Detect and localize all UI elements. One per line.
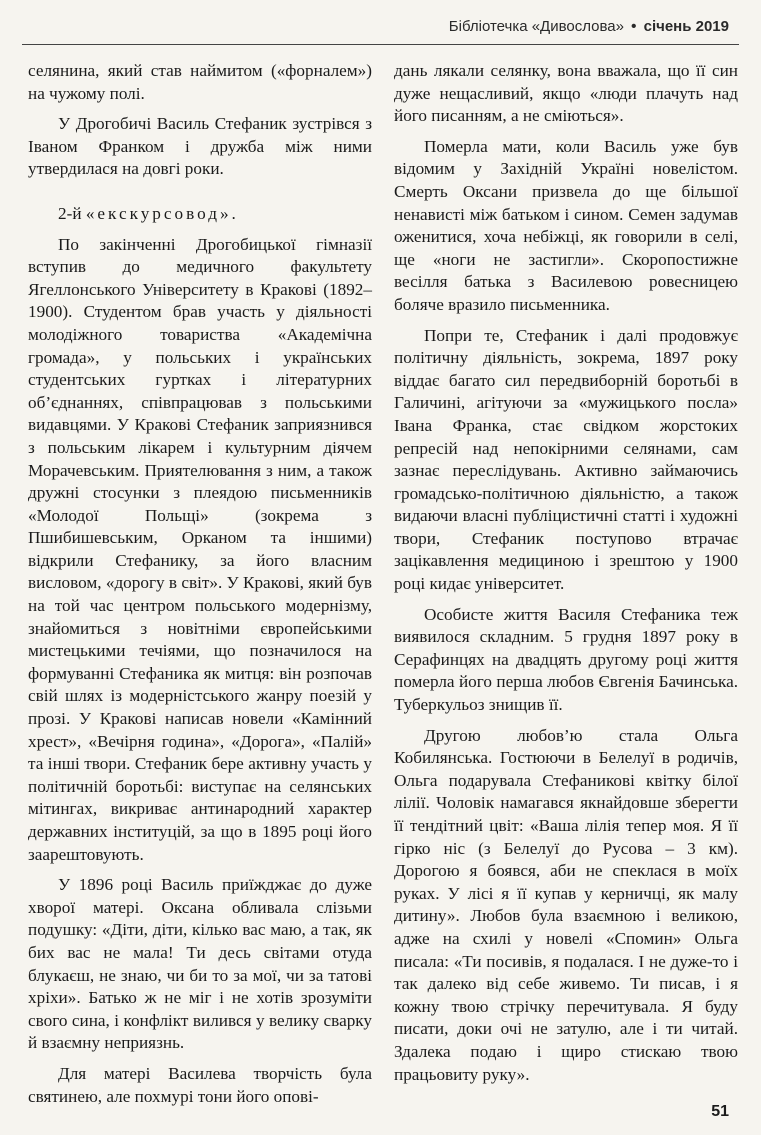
- paragraph: У Дрогобичі Василь Стефаник зустрівся з Іваном Франком і дружба між ними утвердилася на довгі роки.: [28, 114, 372, 179]
- header-separator: •: [631, 18, 637, 35]
- paragraph: селянина, який став наймитом («форналем») на чужому полі.: [28, 61, 372, 103]
- running-header: [449, 18, 729, 35]
- paragraph: Особисте життя Василя Стефаника теж виявилося складним. 5 грудня 1897 року в Серафинцях на двадцять другому році життя померла його перша любов Євгенія Бачинська. Туберкульоз знищив її.: [394, 604, 738, 715]
- page-number: 51: [711, 1103, 729, 1120]
- paragraph: дань лякали селянку, вона вважала, що її син дуже нещасливий, якщо «люди плачуть над його писанням, а не сміються».: [394, 61, 738, 126]
- paragraph: По закінченні Дрогобицької гімназії вступив до медичного факультету Ягеллонського Університету в Кракові (1892–1900). Студентом брав участь у діяльності молодіжного товариства «Академічна громада», у польських і українських студентських гуртках і літературних об’єднаннях, співпрацював з польськими видавцями. У Кракові Стефаник заприязнився з польським лікарем і культурним діячем Морачевським. Приятелювання з ним, а також дружні стосунки з плеядою письменників «Молодої Польщі» (зокрема з Пшибишевським, Орканом та іншими) відкрили Стефанику, за його власним висловом, «дорогу в світ». У Кракові, який був на той час центром польського модернізму, знайомиться з новітніми європейськими мистецькими течіями, що позначилося на формуванні Стефаника як митця: він розпочав свій шлях із модерністського жанру поезій у прозі. У Кракові написав новели «Камінний хрест», «Вечірня година», «Дорога», «Палій» та інші твори. Стефаник бере активну участь у політичній боротьбі: виступає на селянських мітингах, викриває антинародний характер державних інституцій, за що в 1895 році його заарештовують.: [28, 234, 372, 864]
- right-column: [394, 60, 738, 1094]
- paragraph: Попри те, Стефаник і далі продовжує політичну діяльність, зокрема, 1897 року віддає багато сил передвиборній боротьбі в Галичині, агітуючи за «мужицького посла» Івана Франка, стає свідком жорстоких репресій над непокірними селянами, сам зазнає переслідувань. Активно займаючись громадсько-політичною діяльністю, а також видаючи власні публіцистичні статті і художні твори, Стефаник поступово втрачає зацікавлення медициною і зрештою у 1900 році кидає університет.: [394, 325, 738, 594]
- left-column: [28, 60, 372, 1116]
- paragraph: Померла мати, коли Василь уже був відомим у Західній Україні новелістом. Смерть Оксани призвела до ще більшої ненависті між батьком і сином. Семен задумав оженитися, хоча небіжці, як говорили в селі, ще «ноги не застигли». Скоропостижне весілля батька з Василевою ровесницею боляче вразило письменника.: [394, 136, 738, 314]
- paragraph: У 1896 році Василь приїжджає до дуже хворої матері. Оксана обливала слізьми подушку: «Діти, діти, кілько вас маю, а так, як бих вас не мала! Ти десь світами отуда блукаєш, не знаю, чи би то за мої, чи за татові хріхи». Батько ж не міг і не хотів зрозуміти свого сина, і конфлікт вилився у велику сварку й взаємну неприязнь.: [28, 875, 372, 1053]
- header-rule: [22, 44, 739, 45]
- guide-heading-number: 2-й: [58, 203, 82, 223]
- publication-name: Бібліотечка «Дивослова»: [448, 18, 624, 35]
- guide-heading-title: «екскурсовод».: [85, 203, 239, 223]
- guide-heading: [28, 203, 372, 226]
- paragraph: Для матері Василева творчість була святинею, але похмурі тони його опові-: [28, 1063, 372, 1106]
- issue-date: січень 2019: [643, 18, 729, 35]
- paragraph: Другою любов’ю стала Ольга Кобилянська. Гостюючи в Белелуї в родичів, Ольга подарувала Стефаникові квітку білої лілії. Чоловік намагався якнайдовше зберегти її тендітний цвіт: «Ваша лілія тепер моя. Я її гірко ніс (з Белелуї до Русова – 3 км). Дорогою я боявся, аби не спеклася в моїх руках. У лісі я її купав у керничці, як малу дитину». Любов була взаємною і великою, адже на схилі у новелі «Спомин» Ольга писала: «Ти посивів, я подалася. І не дуже-то і так далеко від себе живемо. Ти писав, і я кожну твою стрічку перечитувала. Я буду писати, доки очі не затулю, але і ти читай. Здалека подаю і щиро стискаю твою працьовиту руку».: [394, 725, 738, 1084]
